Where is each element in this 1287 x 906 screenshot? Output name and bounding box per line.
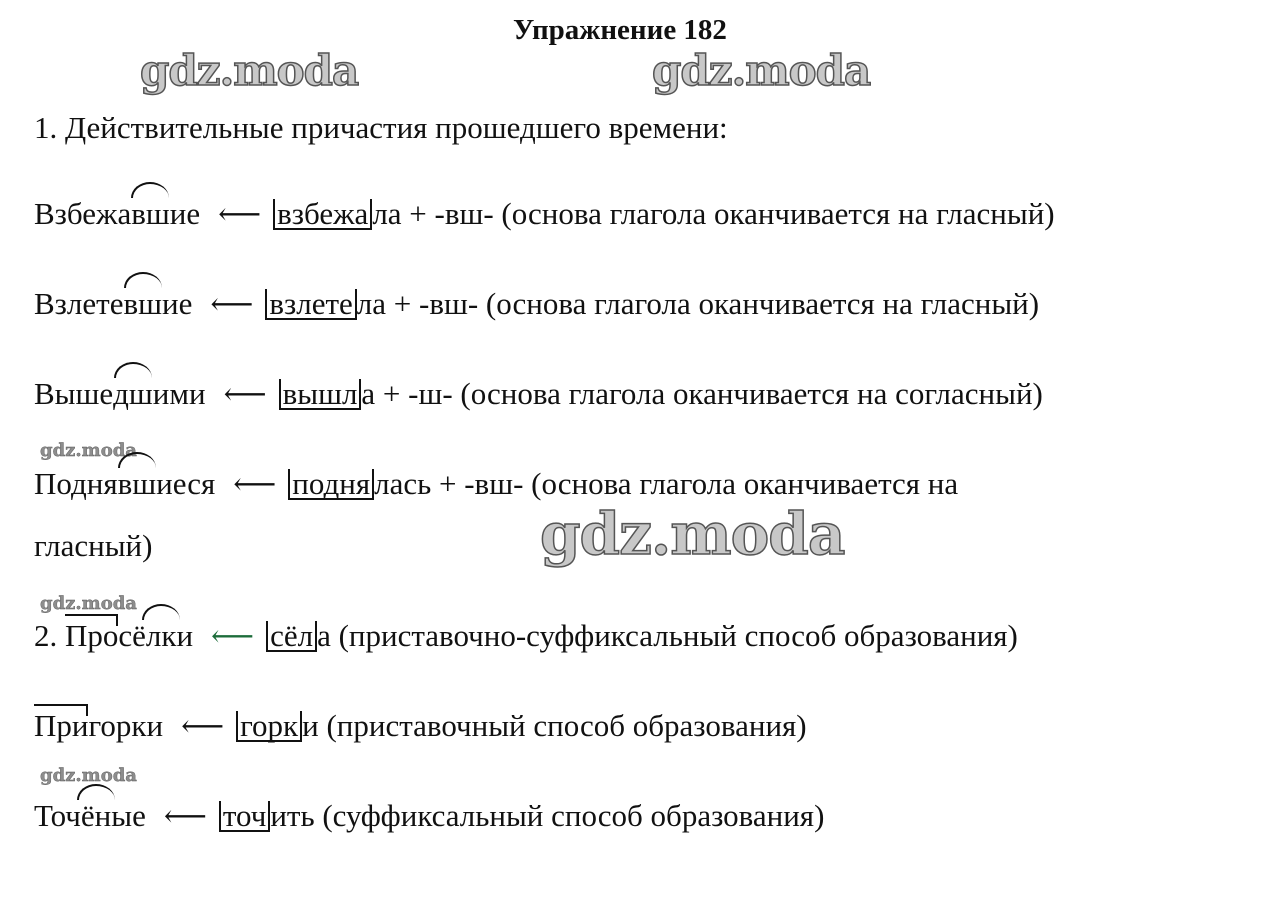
derived-word: Точёные — [34, 798, 146, 833]
arrow-left-icon: ⟵ — [163, 800, 207, 833]
derived-word: 2. Просёлки — [34, 618, 194, 653]
word-stem: сёл — [266, 621, 317, 652]
word-stem: горк — [236, 711, 302, 742]
participle-word: Взбежавшие — [34, 196, 201, 231]
derived-word: Пригорки — [34, 708, 164, 743]
explanation: и (приставочный способ образования) — [302, 708, 807, 743]
verb-stem: подня — [288, 469, 374, 500]
word-stem: точ — [219, 801, 270, 832]
participle-row — [34, 468, 958, 500]
participle-word: Взлетевшие — [34, 286, 193, 321]
arrow-left-icon: ⟵ — [233, 468, 277, 501]
explanation: а + -ш- (основа глагола оканчивается на согласный) — [361, 376, 1043, 411]
watermark: gdz.moda — [40, 593, 137, 614]
word-formation-row — [34, 620, 1018, 652]
arrow-left-icon: ⟵ — [223, 378, 267, 411]
verb-stem: вышл — [279, 379, 362, 410]
arrow-left-icon: ⟵ — [211, 620, 255, 653]
watermark: gdz.moda — [140, 46, 359, 95]
arrow-left-icon: ⟵ — [181, 710, 225, 743]
participle-row — [34, 378, 1043, 410]
explanation: лась + -вш- (основа глагола оканчивается на — [374, 466, 959, 501]
explanation: ла + -вш- (основа глагола оканчивается на гласный) — [356, 286, 1040, 321]
word-formation-row — [34, 800, 824, 832]
exercise-title: Упражнение 182 — [513, 14, 727, 46]
watermark: gdz.moda — [40, 440, 137, 461]
participle-word: Поднявшиеся — [34, 466, 216, 501]
watermark: gdz.moda — [652, 46, 871, 95]
explanation: ить (суффиксальный способ образования) — [270, 798, 825, 833]
arrow-left-icon: ⟵ — [218, 198, 262, 231]
participle-row — [34, 288, 1039, 320]
participle-row — [34, 198, 1055, 230]
participle-word: Вышедшими — [34, 376, 206, 411]
word-formation-row — [34, 710, 807, 742]
explanation-continued: гласный) — [34, 528, 153, 563]
arrow-left-icon: ⟵ — [210, 288, 254, 321]
verb-stem: взлете — [265, 289, 356, 320]
explanation: ла + -вш- (основа глагола оканчивается на гласный) — [372, 196, 1055, 231]
watermark: gdz.moda — [40, 765, 137, 786]
explanation: а (приставочно-суффиксальный способ образования) — [317, 618, 1018, 653]
watermark: gdz.moda — [540, 500, 845, 568]
section1-heading: 1. Действительные причастия прошедшего времени: — [34, 110, 728, 145]
verb-stem: взбежа — [273, 199, 372, 230]
